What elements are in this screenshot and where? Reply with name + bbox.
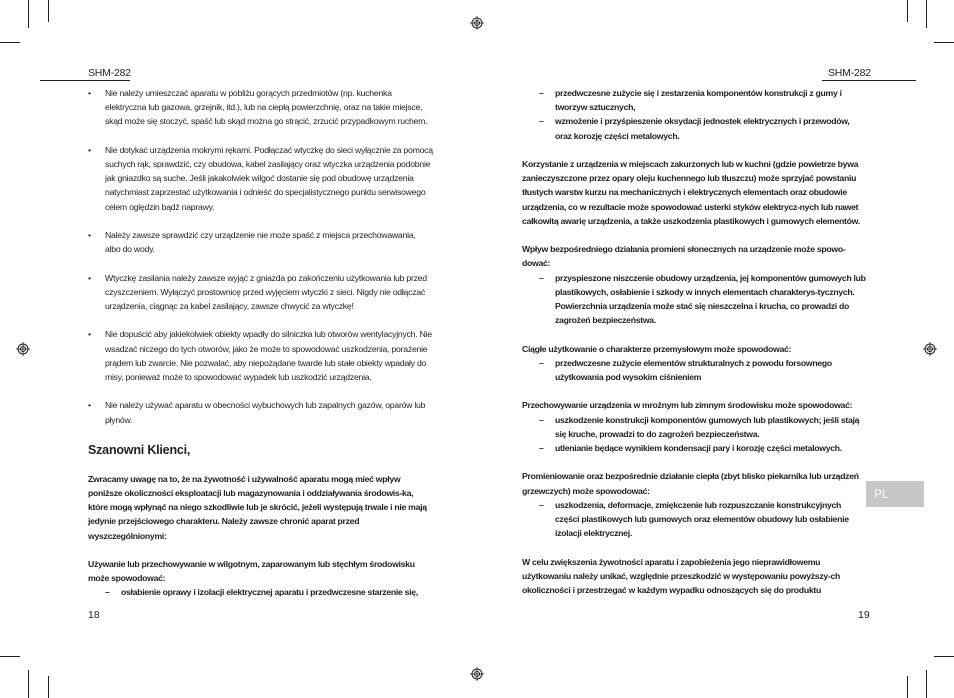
kitchen-paragraph: Korzystanie z urządzenia w miejscach zakurzonych lub w kuchni (gdzie powietrze bywa zanieczyszczone przez opary oleju kuchennego lub tłuszczu) może sprzyjać powstaniu tłustych warstw kurzu na mechanicznych i elektrycznych elementach oraz obudowie urządzenia, co w rezultacie może spowodować usterki styków elektrycz-nych lub nawet całkowitą awarię urządzenia, a także uszkodzenia plastikowych i gumowych elementów. bbox=[522, 159, 860, 226]
frost-title: Przechowywanie urządzenia w mroźnym lub zimnym środowisku może spowodować: bbox=[522, 400, 853, 411]
crop-mark bbox=[926, 670, 927, 698]
list-item: – przedwczesne zużycie elementów strukturalnych z powodu forsownego użytkowania pod wysokim ciśnieniem bbox=[539, 357, 832, 383]
list-item: • Wtyczkę zasilania należy zawsze wyjąć z gniazda po zakończeniu użytkowania lub przed czyszczeniem. Wyłączyć prostownicę przed wyjęciem wtyczki z sieci. Nigdy nie odłączać urządzenia, ciągnąc za kabel zasilający, zawsze chwycić za wtyczkę! bbox=[88, 272, 427, 311]
list-item: • Nie dotykać urządzenia mokrymi rękami. Podłączać wtyczkę do sieci wyłącznie za pomocą suchych rąk, sprawdzić, czy obudowa, kabel zasilający oraz wtyczka urządzenia podobnie jak gniazdko są suche. Jeśli jakakolwiek wilgoć dostanie się pod obudowę urządzenia natychmiast zaprzestać użytkowania i odnieść do specjalistycznego punktu serwisowego celem oględzin bądź naprawy. bbox=[88, 144, 433, 212]
list-item: • Należy zawsze sprawdzić czy urządzenie nie może spaść z miejsca przechowawania, albo do wody. bbox=[88, 230, 416, 255]
list-item: – osłabienie oprawy i izolacji elektrycznej aparatu i przedwczesne starzenie się, bbox=[105, 587, 418, 598]
section-heading: Szanowni Klienci, bbox=[88, 442, 191, 457]
header-rule-right bbox=[822, 80, 916, 81]
list-item: • Nie należy umieszczać aparatu w pobliżu gorących przedmiotów (np. kuchenka elektryczna lub gazowa, grzejnik, itd.), lub na ciepłą powierzchnię, oraz na takie miejsce, skąd może się stoczyć, spaść lub skąd można go strącić, zrzucić przypadkowym ruchem. bbox=[88, 88, 428, 127]
industrial-title: Ciągłe użytkowanie o charakterze przemysłowym może spowodować: bbox=[522, 343, 792, 354]
registration-mark-icon bbox=[470, 16, 484, 30]
language-tab: PL bbox=[866, 481, 924, 507]
crop-mark bbox=[934, 656, 954, 657]
model-label-right: SHM-282 bbox=[828, 67, 871, 79]
list-item: – przedwczesne zużycie się i zestarzenia komponentów konstrukcji z gumy i tworzyw sztucznych, bbox=[539, 88, 842, 113]
crop-mark bbox=[907, 676, 908, 698]
list-item: – uszkodzenia, deformacje, zmiękczenie lub rozpuszczanie konstrukcyjnych części plastikowych lub gumowych oraz elementów obudowy lub osłabienie izolacji elektrycznej. bbox=[539, 499, 849, 539]
crop-mark bbox=[28, 670, 29, 698]
closing-paragraph: W celu zwiększenia żywotności aparatu i zapobieżenia jego nieprawidłowemu użytkowaniu należy unikać, względnie przeszkodzić w występowaniu powyższy-ch okoliczności i przestrzegać w każdym wypadku odnoszących się do produktu bbox=[522, 556, 841, 596]
humid-title: Używanie lub przechowywanie w wilgotnym, zaparowanym lub stęchłym środowisku może spowodować: bbox=[88, 559, 415, 584]
list-item: – uszkodzenie konstrukcji komponentów gumowych lub plastikowych; jeśli stają się kruche, prowadzi to do zagrożeń bezpieczeństwa. bbox=[539, 414, 860, 439]
crop-mark bbox=[926, 0, 927, 28]
crop-mark bbox=[907, 0, 908, 22]
list-item: • Nie należy używać aparatu w obecności wybuchowych lub zapalnych gazów, oparów lub płynów. bbox=[88, 400, 426, 425]
heat-title: Promieniowanie oraz bezpośrednie działanie ciepła (zbyt blisko piekarnika lub urządzeń grzewczych) może spowodować: bbox=[522, 471, 859, 496]
header-rule-left bbox=[40, 80, 130, 81]
sun-title: Wpływ bezpośredniego działania promieni słonecznych na urządzenie może spowo-dować: bbox=[522, 244, 846, 269]
registration-mark-icon bbox=[16, 342, 30, 356]
registration-mark-icon bbox=[923, 342, 937, 356]
crop-mark bbox=[0, 42, 20, 43]
left-page-content bbox=[88, 86, 433, 600]
list-item: – utlenianie będące wynikiem kondensacji pary i korozję części metalowych. bbox=[539, 443, 842, 454]
model-label-left: SHM-282 bbox=[88, 67, 131, 79]
list-item: • Nie dopuścić aby jakiekolwiek obiekty wpadły do silniczka lub otworów wentylacyjnych. Nie wsadzać niczego do tych otworów, jako że może to spowodować uszkodzenia, porażenie prądem lub zwarcie. Nie pozwalać, aby niepożądane twarde lub stałe obiekty wpadały do misy, ponieważ może to spowodować wypadek lub uszkodzić urządzenia. bbox=[88, 329, 432, 382]
crop-mark bbox=[0, 656, 20, 657]
crop-mark bbox=[48, 676, 49, 698]
registration-mark-icon bbox=[470, 667, 484, 681]
list-item: – przyspieszone niszczenie obudowy urządzenia, jej komponentów gumowych lub plastikowych, osłabienie i szkody w innych elementach charakterys-tycznych. Powierzchnia urządzenia może stać się nieszczelna i krucha, co prowadzi do zagrożeń bezpieczeństwa. bbox=[539, 272, 866, 326]
right-page-content bbox=[522, 86, 867, 597]
page-number-left: 18 bbox=[88, 609, 100, 621]
crop-mark bbox=[28, 0, 29, 28]
crop-mark bbox=[934, 42, 954, 43]
list-item: – wzmożenie i przyśpieszenie oksydacji jednostek elektrycznych i przewodów, oraz korozję części metalowych. bbox=[539, 116, 850, 141]
crop-mark bbox=[48, 0, 49, 22]
intro-paragraph: Zwracamy uwagę na to, że na żywotność i używalność aparatu mogą mieć wpływ poniższe okoliczności eksploatacji lub magazynowania i oddziaływania środowis-ka, które mogą wpłynąć na niego szkodliwie lub je skrócić, jeżeli występują trwale i nie mają jedynie przejściowego charakteru. Należy zawsze chronić aparat przed wyszczególnionymi: bbox=[88, 473, 427, 541]
page-number-right: 19 bbox=[858, 609, 870, 621]
